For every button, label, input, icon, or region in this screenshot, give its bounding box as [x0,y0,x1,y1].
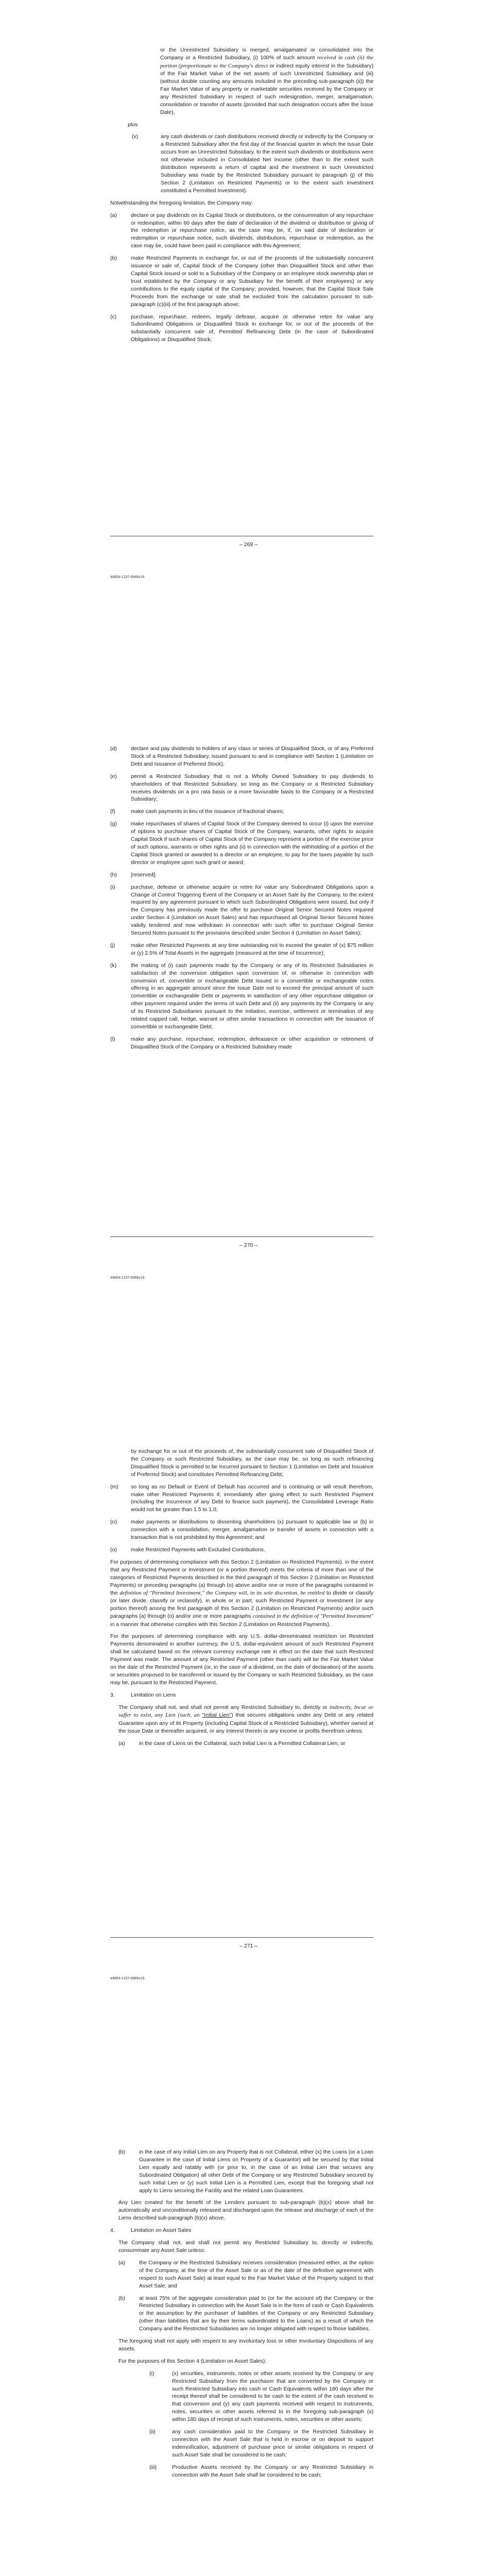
paragraph-currency: For the purposes of determining compliance with any U.S. dollar-denominated restriction on Restricted Payments denominated in another currency, the U.S. dollar-equivalent amount of such Restricted Payment shall be calculated based on the relevant currency exchange rate in effect on the date that such Restricted Payment was made. The amount of any Restricted Payment (other than cash) will be the Fair Market Value on the date of the Restricted Payment (or, in the case of a dividend, on the date of declaration) of the assets or securities proposed to be transferred or issued by the Company or such Restricted Subsidiary, as the case may be, pursuant to the Restricted Payment. [110,1633,373,1686]
clause-g: (g) make repurchases of shares of Capital Stock of the Company deemed to occur (i) upon the exercise of options to purchase shares of Capital Stock of the Company, warrants, other rights to acquire Capital Stock if such shares of Capital Stock of the Company represent a portion of the exercise price of such options, warrants or other rights and (ii) in connection with the withholding of a portion of the Capital Stock granted or awarded to a director or an employee, to pay for the taxes payable by such director or employee upon such grant or award; [110,821,373,866]
page-number: – 270 – [239,1242,258,1248]
clause-a: (a) declare or pay dividends on its Capital Stock or distributions, or the consummation of any repurchase or redemption, within 60 days after the date of declaration of the dividend or distribution or giving of the redemption or repurchase notice, as the case may be, if, on said date of declaration or redemption or repurchase notice, such dividends, distributions, repurchase or redemption, as the case may be, could have been paid in compliance with this Agreement; [110,212,373,249]
clause-n: (n) make payments or distributions to dissenting shareholders (x) pursuant to applicable law or (b) in connection with a consolidation, merger, amalgamation or transfer of assets in connection with a transaction that is not prohibited by this Agreement; and [110,1519,373,1541]
clause-m: (m) so long as no Default or Event of Default has occurred and is continuing or will result therefrom, make other Restricted Payments if, immediately after giving effect to such Restricted Payment (including the Incurrence of any Debt to finance such payment), the Consolidated Leverage Ratio would not be greater than 1.5 to 1.0; [110,1483,373,1513]
section-3-heading: 3. Limitation on Liens [110,1691,176,1698]
footer-rule [110,1236,373,1237]
document-id: #4854-1237-6966v16 [110,1977,145,1980]
paragraph-purposes-4: For the purposes of this Section 4 (Limitation on Asset Sales): [118,2358,267,2364]
plus-text: plus [128,121,138,128]
clause-3b: (b) in the case of any Initial Lien on any Property that is not Collateral, either (x) the Loans (or a Loan Guarantee in the case of Initial Liens on Property of a Guarantor) will be secured by that Initial Lien equally and ratably with (or prior to, in the case of an Initial Lien that secures any Subordinated Obligation) all other Debt of the Company or any Restricted Subsidiary secured by such Initial Lien or (y) such Initial Lien is a Permitted Lien, except that the foregoing shall not apply to Liens securing the Facility and the related Loan Guarantees. [118,2149,373,2194]
paragraph-asset-sales: The Company shall not, and shall not permit any Restricted Subsidiary to, directly or indirectly, consummate any Asset Sale unless: [118,2240,373,2253]
clause-v: (v) any cash dividends or cash distributions received directly or indirectly by the Company or a Restricted Subsidiary after the first day of the financial quarter in which the Issue Date occurs from an Unrestricted Subsidiary, to the extent such dividends or distributions were not otherwise included in Consolidated Net Income (other than to the extent such distribution represents a return of capital and the Investment in such Unrestricted Subsidiary was made by the Restricted Subsidiary pursuant to paragraph (j) of this Section 2 (Limitation on Restricted Payments) or to the extent such Investment constituted a Permitted Investment). [132,133,373,194]
clause-4-iii: (iii) Productive Assets received by the Company or any Restricted Subsidiary in connection with the Asset Sale shall be considered to be cash; [149,2464,373,2478]
paragraph-purposes: For purposes of determining compliance with this Section 2 (Limitation on Restricted Payments), in the event that any Restricted Payment or Investment (or a portion thereof) meets the criteria of more than one of the categories of Restricted Payments described in the third paragraph of this Section 2 (Limitation on Restricted Payments) or preceding paragraphs (a) through (o) above and/or one or more of the paragraphs contained in the definition of "Permitted Investment," the Company will, in its sole discretion, be entitled to divide or classify (or later divide, classify or reclassify), in whole or in part, such Restricted Payment or Investment (or any portion thereof) among the first paragraph of this Section 2 (Limitation on Restricted Payments) and/or such paragraphs (a) through (o) and/or one or more paragraphs contained in the definition of "Permitted Investment" in a manner that otherwise complies with this Section 2 (Limitation on Restricted Payments). [110,1558,374,1628]
page-271 [0,1448,497,1752]
clause-3a: (a) in the case of Liens on the Collateral, such Initial Lien is a Permitted Collateral Lien; or [118,1740,346,1747]
footer-rule [110,1937,373,1938]
clause-l-continuation: by exchange for or out of the proceeds of, the substantially concurrent sale of Disqualified Stock of the Company or such Restricted Subsidiary, as the case may be, so long as such refinancing Disqualified Stock is permitted to be Incurred pursuant to Section 1 (Limitation on Debt and Issuance of Preferred Stock) and constitutes Permitted Refinancing Debt; [131,1448,373,1478]
clause-e: (e) permit a Restricted Subsidiary that is not a Wholly Owned Subsidiary to pay dividends to shareholders of that Restricted Subsidiary, so long as the Company or a Restricted Subsidiary receives dividends on a pro rata basis or a more favourable basis to the Company or a Restricted Subsidiary; [110,773,373,803]
clause-l: (l) make any purchase, repurchase, redemption, defeasance or other acquisition or retirement of Disqualified Stock of the Company or a Restricted Subsidiary made [110,1036,373,1050]
page-272 [0,2148,497,2484]
page-270 [0,745,497,1056]
document-id: #4854-1237-6966v16 [110,1276,145,1280]
clause-4-ii: (ii) any cash consideration paid to the Company or the Restricted Subsidiary in connection with the Asset Sale that is held in escrow or on deposit to support indemnification, adjustment of purchase price or similar obligations in respect of such Asset Sale shall be considered to be cash; [149,2429,373,2458]
clause-b: (b) make Restricted Payments in exchange for, or out of the proceeds of the substantially concurrent issuance or sale of, Capital Stock of the Company (other than Disqualified Stock and other than Capital Stock issued or sold to a Subsidiary of the Company or an employee stock ownership plan or trust established by the Company or any Subsidiary for the benefit of their employees) or any contributions to the equity capital of the Company; provided, however, that the Capital Stock Sale Proceeds from the exchange or sale shall be excluded from the calculation pursuant to sub-paragraph (c)(iii) of the first paragraph above; [110,255,373,308]
clause-o: (o) make Restricted Payments with Excluded Contributions. [110,1546,265,1553]
paragraph-involuntary: The foregoing shall not apply with respect to any involuntary loss or other Involuntary Dispositions of any assets. [118,2338,373,2352]
paragraph-liens: The Company shall not, and shall not permit any Restricted Subsidiary to, directly or indirectly, Incur or suffer to exist, any Lien (such, an "Initial Lien") that secures obligations under any Debt or any related Guarantee upon any of its Property (including Capital Stock of a Restricted Subsidiary), whether owned at the Issue Date or thereafter acquired, or any interest therein or any income or profits therefrom unless: [118,1704,374,1734]
page-number: – 269 – [239,541,258,548]
notwithstanding-text: Notwithstanding the foregoing limitation, the Company may: [110,199,253,206]
clause-4-i: (i) (x) securities, instruments, notes or other assets received by the Company or any Restricted Subsidiary from the purchaser that are converted by the Company or such Restricted Subsidiary into cash or Cash Equivalents within 180 days after the receipt thereof shall be considered to be cash to the extent of the cash received in that conversion and (y) any cash payments received with respect to instruments, notes, securities or other assets referred to in the foregoing sub-paragraph (x) within 180 days of receipt of such instruments, notes, securities or other assets; [149,2370,373,2423]
document-id: #4854-1237-6966v16 [110,575,145,579]
page-number: – 271 – [239,1943,258,1949]
clause-d: (d) declare and pay dividends to holders of any class or series of Disqualified Stock, or of any Preferred Stock of a Restricted Subsidiary, issued pursuant to and in compliance with Section 1 (Limitation on Debt and Issuance of Preferred Stock); [110,745,373,767]
clause-h: (h) [reserved]; [110,871,157,878]
clause-4a: (a) the Company or the Restricted Subsidiary receives consideration (measured either, at the option of the Company, at the time of the Asset Sale or as of the date of the definitive agreement with respect to such Asset Sale) at least equal to the Fair Market Value of the Property subject to that Asset Sale; and [118,2259,373,2289]
section-4-heading: 4. Limitation on Asset Sales [110,2227,192,2234]
paragraph-continuation: or the Unrestricted Subsidiary is merged, amalgamated or consolidated into the Company or a Restricted Subsidiary, (i) 100% of such amount received in cash (ii) the portion (proportionate to the Company's direct or indirect equity interest in the Subsidiary) of the Fair Market Value of the net assets of such Unrestricted Subsidiary and (iii) (without double counting any amounts included in the preceding sub-paragraph (ii)) the Fair Market Value of any property or marketable securities received by the Company or any Restricted Subsidiary in respect of such redesignation, merger, amalgamation, consolidation or transfer of assets (provided that such designation occurs after the Issue Date), [160,47,374,115]
page-269 [0,46,497,348]
clause-f: (f) make cash payments in lieu of the issuance of fractional shares; [110,808,284,815]
clause-i: (i) purchase, defease or otherwise acquire or retire for value any Subordinated Obligations upon a Change of Control Triggering Event of the Company or an Asset Sale by the Company, to the extent required by any agreement pursuant to which such Subordinated Obligations were issued, but only if the Company has previously made the offer to purchase Original Senior Secured Notes required under Section 4 (Limitation on Asset Sales) and has repurchased all Original Senior Secured Notes validly tendered and now withdrawn in connection with such offer to purchase Original Senior Secured Notes pursuant to the provisions described under Section 4 (Limitation on Asset Sales); [110,884,373,937]
clause-c: (c) purchase, repurchase, redeem, legally defease, acquire or otherwise retire for value any Subordinated Obligations or Disqualified Stock in exchange for, or out of the proceeds of the substantially concurrent sale of, Permitted Refinancing Debt (in the case of Subordinated Obligations) or Disqualified Stock; [110,313,373,343]
clause-j: (j) make other Restricted Payments at any time outstanding not to exceed the greater of (x) $75 million or (y) 2.5% of Total Assets in the aggregate (measured at the time of Incurrence); [110,942,373,956]
clause-k: (k) the making of (i) cash payments made by the Company or any of its Restricted Subsidiaries in satisfaction of the conversion obligation upon conversion of, or otherwise in connection with conversion of, convertible or exchangeable Debt issued in a convertible or exchangeable notes offering in an aggregate amount since the Issue Date not to exceed the principal amount of such convertible or exchangeable Debt or payments in satisfaction of any other repurchase obligation or other payment required under the terms of such Debt and (ii) any payments by the Company or any of its Restricted Subsidiaries pursuant to the initiation, exercise, settlement or termination of any related capped call, hedge, warrant or other similar transactions in connection with the issuance of convertible or exchangeable Debt; [110,962,373,1030]
paragraph-lien-release: Any Lien created for the benefit of the Lenders pursuant to sub-paragraph (b)(x) above shall be automatically and unconditionally released and discharged upon the release and discharge of each of the Liens described sub-paragraph (b)(x) above. [118,2199,373,2222]
clause-4b: (b) at least 75% of the aggregate consideration paid to (or for the account of) the Company or the Restricted Subsidiary in connection with the Asset Sale is in the form of cash or Cash Equivalents or the assumption by the purchaser of liabilities of the Company or any Restricted Subsidiary (other than liabilities that are by their terms subordinated to the Loans) as a result of which the Company and the Restricted Subsidiaries are no longer obligated with respect to those liabilities. [118,2295,373,2332]
